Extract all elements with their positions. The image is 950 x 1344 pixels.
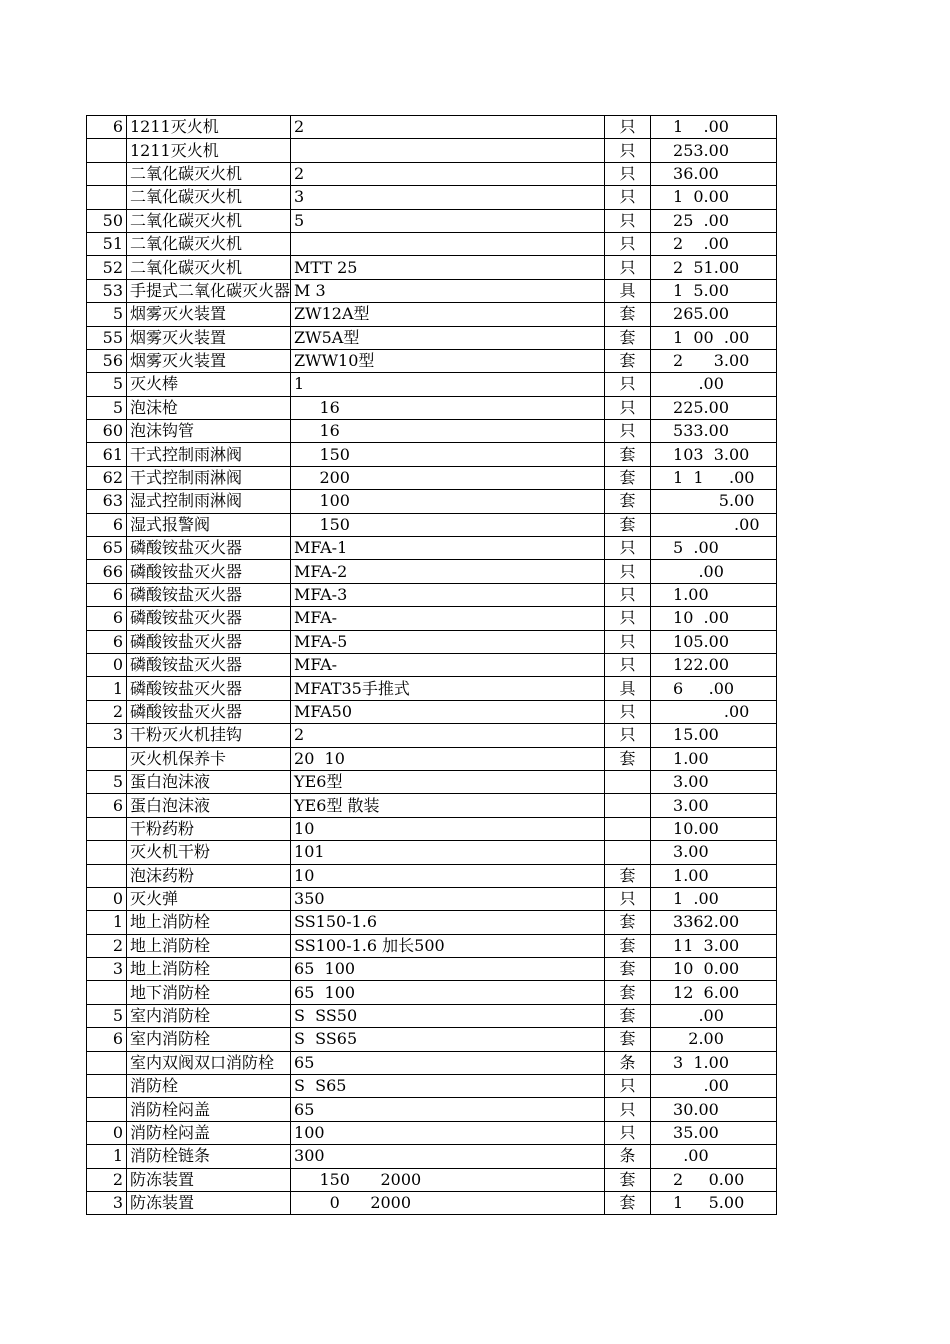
table-row	[87, 490, 777, 513]
item-unit-cell: 套	[605, 981, 651, 1004]
item-price-cell: 2 3.00	[651, 349, 777, 372]
item-name-cell: 磷酸铵盐灭火器	[127, 630, 291, 653]
item-name-cell: 泡沫钩管	[127, 420, 291, 443]
row-number-cell	[87, 981, 127, 1004]
table-row	[87, 864, 777, 887]
equipment-price-table	[86, 115, 777, 1215]
item-price-cell: .00	[651, 1145, 777, 1168]
item-price-cell: 1 5.00	[651, 279, 777, 302]
row-number-cell: 5	[87, 1004, 127, 1027]
table-row	[87, 1004, 777, 1027]
item-unit-cell: 具	[605, 279, 651, 302]
item-spec-cell: 2	[291, 116, 605, 139]
table-row	[87, 256, 777, 279]
item-spec-cell	[291, 232, 605, 255]
item-name-cell: 防冻装置	[127, 1191, 291, 1214]
item-spec-cell: 10	[291, 864, 605, 887]
item-name-cell: 烟雾灭火装置	[127, 326, 291, 349]
item-unit-cell: 只	[605, 560, 651, 583]
item-unit-cell: 只	[605, 724, 651, 747]
item-name-cell: 湿式控制雨淋阀	[127, 490, 291, 513]
table-row	[87, 139, 777, 162]
item-unit-cell: 只	[605, 1121, 651, 1144]
item-spec-cell: 150	[291, 443, 605, 466]
row-number-cell: 6	[87, 794, 127, 817]
table-row	[87, 1168, 777, 1191]
row-number-cell: 1	[87, 911, 127, 934]
item-spec-cell: ZW5A型	[291, 326, 605, 349]
row-number-cell: 2	[87, 934, 127, 957]
item-unit-cell: 套	[605, 466, 651, 489]
item-price-cell: 36.00	[651, 162, 777, 185]
item-spec-cell: 0 2000	[291, 1191, 605, 1214]
row-number-cell: 6	[87, 630, 127, 653]
item-price-cell: .00	[651, 560, 777, 583]
item-spec-cell: MFA50	[291, 700, 605, 723]
row-number-cell	[87, 817, 127, 840]
item-unit-cell: 套	[605, 1168, 651, 1191]
item-unit-cell: 只	[605, 537, 651, 560]
item-price-cell: 11 3.00	[651, 934, 777, 957]
row-number-cell	[87, 1051, 127, 1074]
row-number-cell: 1	[87, 677, 127, 700]
item-price-cell: .00	[651, 1075, 777, 1098]
item-name-cell: 干粉药粉	[127, 817, 291, 840]
item-name-cell: 磷酸铵盐灭火器	[127, 537, 291, 560]
item-name-cell: 室内消防栓	[127, 1028, 291, 1051]
item-price-cell: 1 .00	[651, 116, 777, 139]
item-price-cell: 105.00	[651, 630, 777, 653]
item-name-cell: 二氧化碳灭火机	[127, 186, 291, 209]
item-price-cell: 2.00	[651, 1028, 777, 1051]
table-row	[87, 396, 777, 419]
item-unit-cell: 只	[605, 373, 651, 396]
item-name-cell: 磷酸铵盐灭火器	[127, 607, 291, 630]
item-unit-cell: 套	[605, 911, 651, 934]
item-name-cell: 灭火棒	[127, 373, 291, 396]
item-price-cell: 3362.00	[651, 911, 777, 934]
item-name-cell: 1211灭火机	[127, 139, 291, 162]
item-spec-cell: 20 10	[291, 747, 605, 770]
item-unit-cell: 只	[605, 887, 651, 910]
item-spec-cell: 65 100	[291, 981, 605, 1004]
item-spec-cell: 16	[291, 396, 605, 419]
item-price-cell: 533.00	[651, 420, 777, 443]
item-price-cell: 225.00	[651, 396, 777, 419]
row-number-cell: 2	[87, 700, 127, 723]
item-unit-cell: 只	[605, 396, 651, 419]
row-number-cell	[87, 841, 127, 864]
table-row	[87, 1098, 777, 1121]
item-name-cell: 磷酸铵盐灭火器	[127, 700, 291, 723]
row-number-cell: 66	[87, 560, 127, 583]
item-price-cell: 3.00	[651, 770, 777, 793]
row-number-cell: 61	[87, 443, 127, 466]
item-unit-cell: 只	[605, 420, 651, 443]
item-spec-cell: MFA-1	[291, 537, 605, 560]
item-price-cell: 10 .00	[651, 607, 777, 630]
item-price-cell: 12 6.00	[651, 981, 777, 1004]
item-price-cell: .00	[651, 700, 777, 723]
item-unit-cell: 条	[605, 1145, 651, 1168]
table-row	[87, 186, 777, 209]
item-spec-cell: 101	[291, 841, 605, 864]
row-number-cell	[87, 1098, 127, 1121]
item-spec-cell: MFA-2	[291, 560, 605, 583]
item-name-cell: 蛋白泡沫液	[127, 794, 291, 817]
item-unit-cell: 套	[605, 747, 651, 770]
item-price-cell: 5 .00	[651, 537, 777, 560]
item-price-cell: 122.00	[651, 653, 777, 676]
item-unit-cell: 只	[605, 209, 651, 232]
row-number-cell: 3	[87, 958, 127, 981]
table-row	[87, 303, 777, 326]
table-row	[87, 466, 777, 489]
item-spec-cell: MTT 25	[291, 256, 605, 279]
item-unit-cell: 套	[605, 958, 651, 981]
item-price-cell: 15.00	[651, 724, 777, 747]
item-unit-cell: 套	[605, 490, 651, 513]
item-spec-cell: 65	[291, 1051, 605, 1074]
item-unit-cell: 具	[605, 677, 651, 700]
item-unit-cell: 只	[605, 700, 651, 723]
row-number-cell: 1	[87, 1145, 127, 1168]
table-row	[87, 209, 777, 232]
row-number-cell	[87, 162, 127, 185]
table-row	[87, 513, 777, 536]
item-spec-cell: MFA-	[291, 653, 605, 676]
item-price-cell: 25 .00	[651, 209, 777, 232]
item-price-cell: 1.00	[651, 864, 777, 887]
row-number-cell: 6	[87, 116, 127, 139]
item-name-cell: 干式控制雨淋阀	[127, 443, 291, 466]
item-spec-cell: 300	[291, 1145, 605, 1168]
item-unit-cell	[605, 794, 651, 817]
item-spec-cell: SS150-1.6	[291, 911, 605, 934]
item-name-cell: 手提式二氧化碳灭火器	[127, 279, 291, 302]
item-spec-cell: 16	[291, 420, 605, 443]
item-spec-cell: YE6型 散装	[291, 794, 605, 817]
table-body	[87, 116, 777, 1215]
item-name-cell: 泡沫枪	[127, 396, 291, 419]
item-name-cell: 消防栓	[127, 1075, 291, 1098]
item-unit-cell: 只	[605, 607, 651, 630]
item-price-cell: 3.00	[651, 794, 777, 817]
row-number-cell	[87, 1075, 127, 1098]
row-number-cell: 51	[87, 232, 127, 255]
item-unit-cell: 只	[605, 583, 651, 606]
item-name-cell: 干式控制雨淋阀	[127, 466, 291, 489]
item-spec-cell: 150	[291, 513, 605, 536]
item-name-cell: 二氧化碳灭火机	[127, 232, 291, 255]
row-number-cell: 5	[87, 303, 127, 326]
row-number-cell: 0	[87, 653, 127, 676]
row-number-cell: 65	[87, 537, 127, 560]
table-row	[87, 700, 777, 723]
item-spec-cell: 65	[291, 1098, 605, 1121]
item-price-cell: 2 51.00	[651, 256, 777, 279]
item-name-cell: 室内双阀双口消防栓	[127, 1051, 291, 1074]
row-number-cell: 55	[87, 326, 127, 349]
item-unit-cell: 只	[605, 116, 651, 139]
row-number-cell: 52	[87, 256, 127, 279]
item-name-cell: 磷酸铵盐灭火器	[127, 677, 291, 700]
item-spec-cell: 2	[291, 162, 605, 185]
table-row	[87, 770, 777, 793]
table-row	[87, 911, 777, 934]
item-name-cell: 防冻装置	[127, 1168, 291, 1191]
table-row	[87, 1075, 777, 1098]
item-unit-cell: 只	[605, 653, 651, 676]
item-unit-cell: 只	[605, 630, 651, 653]
item-price-cell: 1 1 .00	[651, 466, 777, 489]
item-name-cell: 灭火机保养卡	[127, 747, 291, 770]
item-spec-cell: SS100-1.6 加长500	[291, 934, 605, 957]
table-row	[87, 1191, 777, 1214]
item-name-cell: 1211灭火机	[127, 116, 291, 139]
row-number-cell: 2	[87, 1168, 127, 1191]
table-row	[87, 583, 777, 606]
item-name-cell: 地下消防栓	[127, 981, 291, 1004]
item-spec-cell: M 3	[291, 279, 605, 302]
item-price-cell: 1 5.00	[651, 1191, 777, 1214]
item-price-cell: 2 0.00	[651, 1168, 777, 1191]
item-unit-cell: 套	[605, 303, 651, 326]
item-price-cell: 30.00	[651, 1098, 777, 1121]
item-price-cell: .00	[651, 513, 777, 536]
item-name-cell: 二氧化碳灭火机	[127, 209, 291, 232]
item-unit-cell: 套	[605, 443, 651, 466]
item-unit-cell	[605, 770, 651, 793]
item-spec-cell: 200	[291, 466, 605, 489]
item-name-cell: 消防栓闷盖	[127, 1121, 291, 1144]
item-name-cell: 地上消防栓	[127, 958, 291, 981]
item-unit-cell	[605, 817, 651, 840]
row-number-cell: 53	[87, 279, 127, 302]
row-number-cell: 6	[87, 1028, 127, 1051]
item-name-cell: 灭火弹	[127, 887, 291, 910]
table-row	[87, 794, 777, 817]
item-spec-cell: S S65	[291, 1075, 605, 1098]
table-row	[87, 373, 777, 396]
item-spec-cell: 1	[291, 373, 605, 396]
item-price-cell: 103 3.00	[651, 443, 777, 466]
row-number-cell: 63	[87, 490, 127, 513]
item-spec-cell: ZWW10型	[291, 349, 605, 372]
item-price-cell: .00	[651, 373, 777, 396]
row-number-cell	[87, 139, 127, 162]
table-row	[87, 1028, 777, 1051]
item-spec-cell: MFA-5	[291, 630, 605, 653]
table-row	[87, 958, 777, 981]
table-row	[87, 747, 777, 770]
item-name-cell: 湿式报警阀	[127, 513, 291, 536]
table-row	[87, 653, 777, 676]
item-name-cell: 烟雾灭火装置	[127, 303, 291, 326]
table-row	[87, 443, 777, 466]
item-name-cell: 干粉灭火机挂钩	[127, 724, 291, 747]
item-spec-cell: 65 100	[291, 958, 605, 981]
row-number-cell	[87, 864, 127, 887]
item-spec-cell: MFA-	[291, 607, 605, 630]
table-row	[87, 887, 777, 910]
item-price-cell: 2 .00	[651, 232, 777, 255]
item-spec-cell: MFAT35手推式	[291, 677, 605, 700]
item-spec-cell: 100	[291, 1121, 605, 1144]
item-spec-cell: 3	[291, 186, 605, 209]
item-spec-cell: 10	[291, 817, 605, 840]
table-row	[87, 724, 777, 747]
item-spec-cell: S SS65	[291, 1028, 605, 1051]
row-number-cell: 6	[87, 513, 127, 536]
item-spec-cell	[291, 139, 605, 162]
item-price-cell: 3 1.00	[651, 1051, 777, 1074]
item-price-cell: 5.00	[651, 490, 777, 513]
item-spec-cell: 150 2000	[291, 1168, 605, 1191]
item-unit-cell: 只	[605, 162, 651, 185]
item-spec-cell: MFA-3	[291, 583, 605, 606]
row-number-cell: 5	[87, 373, 127, 396]
item-spec-cell: 2	[291, 724, 605, 747]
item-name-cell: 二氧化碳灭火机	[127, 162, 291, 185]
item-unit-cell: 套	[605, 1004, 651, 1027]
item-unit-cell: 套	[605, 349, 651, 372]
item-name-cell: 二氧化碳灭火机	[127, 256, 291, 279]
item-unit-cell	[605, 841, 651, 864]
item-name-cell: 泡沫药粉	[127, 864, 291, 887]
row-number-cell	[87, 186, 127, 209]
table-row	[87, 1051, 777, 1074]
item-name-cell: 地上消防栓	[127, 911, 291, 934]
item-name-cell: 磷酸铵盐灭火器	[127, 560, 291, 583]
row-number-cell: 0	[87, 1121, 127, 1144]
item-spec-cell: 5	[291, 209, 605, 232]
item-unit-cell: 套	[605, 1028, 651, 1051]
item-spec-cell: YE6型	[291, 770, 605, 793]
item-price-cell: 265.00	[651, 303, 777, 326]
item-price-cell: 10.00	[651, 817, 777, 840]
item-price-cell: 35.00	[651, 1121, 777, 1144]
row-number-cell: 3	[87, 724, 127, 747]
item-name-cell: 磷酸铵盐灭火器	[127, 583, 291, 606]
table-row	[87, 841, 777, 864]
item-price-cell: 10 0.00	[651, 958, 777, 981]
item-unit-cell: 套	[605, 326, 651, 349]
item-name-cell: 蛋白泡沫液	[127, 770, 291, 793]
item-unit-cell: 只	[605, 1075, 651, 1098]
row-number-cell: 5	[87, 770, 127, 793]
item-unit-cell: 套	[605, 1191, 651, 1214]
table-row	[87, 349, 777, 372]
item-price-cell: 6 .00	[651, 677, 777, 700]
item-name-cell: 消防栓链条	[127, 1145, 291, 1168]
item-unit-cell: 只	[605, 186, 651, 209]
table-row	[87, 934, 777, 957]
table-row	[87, 1145, 777, 1168]
item-price-cell: 253.00	[651, 139, 777, 162]
item-price-cell: 1 00 .00	[651, 326, 777, 349]
item-spec-cell: 350	[291, 887, 605, 910]
item-spec-cell: 100	[291, 490, 605, 513]
row-number-cell: 60	[87, 420, 127, 443]
row-number-cell: 5	[87, 396, 127, 419]
item-unit-cell: 条	[605, 1051, 651, 1074]
table-row	[87, 232, 777, 255]
table-row	[87, 116, 777, 139]
item-unit-cell: 只	[605, 256, 651, 279]
item-name-cell: 灭火机干粉	[127, 841, 291, 864]
item-unit-cell: 只	[605, 232, 651, 255]
item-price-cell: 1.00	[651, 583, 777, 606]
item-name-cell: 地上消防栓	[127, 934, 291, 957]
item-price-cell: .00	[651, 1004, 777, 1027]
row-number-cell	[87, 747, 127, 770]
table-row	[87, 817, 777, 840]
item-price-cell: 3.00	[651, 841, 777, 864]
item-name-cell: 磷酸铵盐灭火器	[127, 653, 291, 676]
table-row	[87, 981, 777, 1004]
table-row	[87, 1121, 777, 1144]
table-row	[87, 279, 777, 302]
table-row	[87, 537, 777, 560]
item-unit-cell: 套	[605, 864, 651, 887]
row-number-cell: 0	[87, 887, 127, 910]
item-unit-cell: 套	[605, 513, 651, 536]
row-number-cell: 62	[87, 466, 127, 489]
table-row	[87, 560, 777, 583]
item-price-cell: 1.00	[651, 747, 777, 770]
item-spec-cell: ZW12A型	[291, 303, 605, 326]
row-number-cell: 56	[87, 349, 127, 372]
item-name-cell: 消防栓闷盖	[127, 1098, 291, 1121]
table-row	[87, 677, 777, 700]
table-row	[87, 630, 777, 653]
row-number-cell: 3	[87, 1191, 127, 1214]
item-name-cell: 室内消防栓	[127, 1004, 291, 1027]
item-name-cell: 烟雾灭火装置	[127, 349, 291, 372]
table-row	[87, 607, 777, 630]
table-row	[87, 162, 777, 185]
item-unit-cell: 只	[605, 139, 651, 162]
row-number-cell: 50	[87, 209, 127, 232]
row-number-cell: 6	[87, 607, 127, 630]
item-price-cell: 1 .00	[651, 887, 777, 910]
item-price-cell: 1 0.00	[651, 186, 777, 209]
table-row	[87, 326, 777, 349]
row-number-cell: 6	[87, 583, 127, 606]
item-unit-cell: 只	[605, 1098, 651, 1121]
item-spec-cell: S SS50	[291, 1004, 605, 1027]
table-row	[87, 420, 777, 443]
item-unit-cell: 套	[605, 934, 651, 957]
